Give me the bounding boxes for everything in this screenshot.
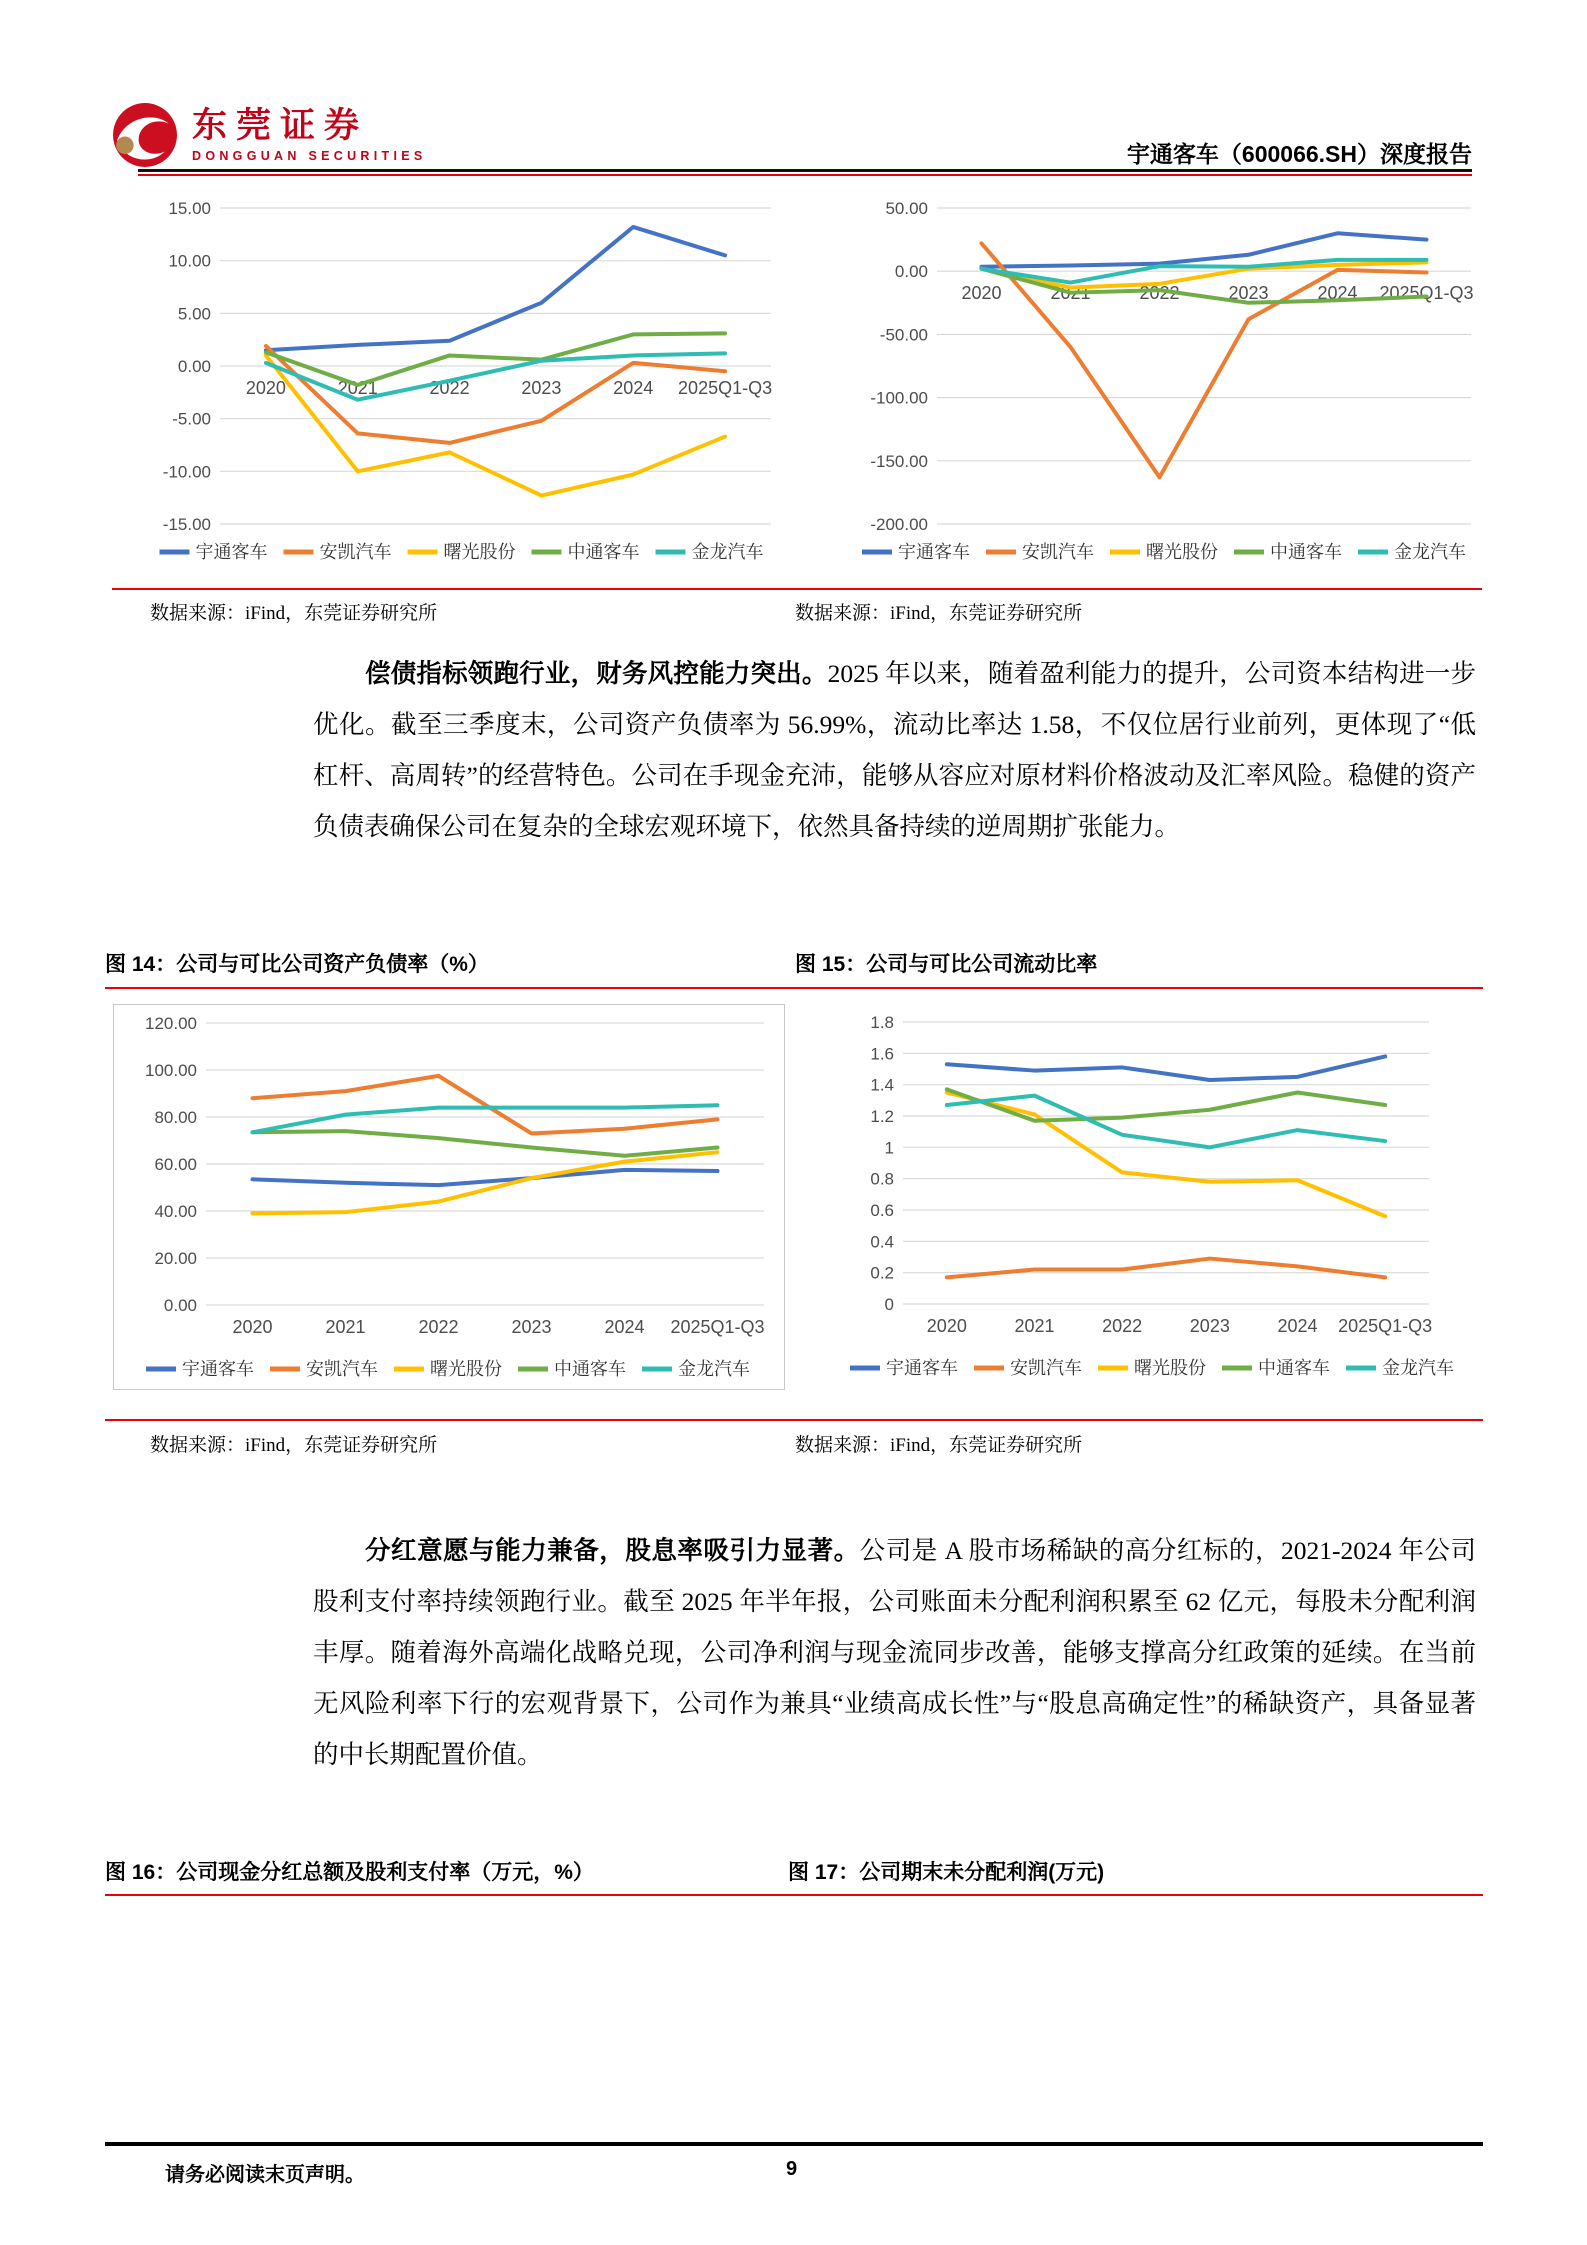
x-tick-label: 2023 [1189, 1316, 1230, 1336]
legend-label: 安凯汽车 [306, 1359, 378, 1379]
y-tick-label: 60.00 [154, 1155, 197, 1174]
legend-label: 安凯汽车 [1010, 1358, 1082, 1378]
y-tick-label: 0.4 [870, 1232, 894, 1252]
legend-label: 安凯汽车 [319, 542, 392, 562]
x-tick-label: 2022 [1102, 1316, 1143, 1336]
brand-name-cn: 东莞证券 [192, 106, 369, 145]
x-tick-label: 2024 [1317, 283, 1358, 304]
y-tick-label: 0.00 [163, 1296, 197, 1315]
paragraph-dividend [313, 1525, 1476, 1780]
series-line [253, 1170, 718, 1185]
figure14-title: 图 14：公司与可比公司资产负债率（%） [105, 953, 489, 976]
legend-label: 宇通客车 [898, 542, 970, 562]
x-tick-label: 2023 [521, 378, 562, 398]
paragraph-solvency-lead: 偿债指标领跑行业，财务风控能力突出。 [365, 659, 828, 688]
x-tick-label: 2024 [604, 1317, 645, 1337]
footer-disclaimer: 请务必阅读末页声明。 [165, 2164, 365, 2186]
legend-label: 中通客车 [1270, 542, 1342, 562]
legend-label: 中通客车 [554, 1359, 626, 1379]
x-tick-label: 2023 [1228, 283, 1269, 304]
x-tick-label: 2021 [337, 378, 378, 398]
x-tick-label: 2021 [1014, 1316, 1055, 1336]
y-tick-label: 0.6 [870, 1201, 894, 1220]
y-tick-label: -10.00 [162, 462, 211, 482]
y-tick-label: -50.00 [879, 325, 928, 345]
dongguan-securities-logo-icon [112, 102, 178, 168]
x-tick-label: 2020 [232, 1317, 273, 1337]
x-tick-label: 2025Q1-Q3 [1338, 1316, 1433, 1336]
y-tick-label: 5.00 [177, 304, 211, 324]
y-tick-label: 0.2 [870, 1263, 894, 1283]
source-note-left-2: 数据来源：iFind，东莞证券研究所 [150, 1435, 438, 1456]
y-tick-label: 100.00 [145, 1061, 197, 1080]
brand-name-en: DONGGUAN SECURITIES [192, 149, 427, 163]
x-tick-label: 2020 [926, 1316, 967, 1336]
x-tick-label: 2022 [418, 1317, 459, 1337]
y-tick-label: 0.8 [870, 1169, 894, 1189]
y-tick-label: 120.00 [145, 1014, 197, 1033]
legend-label: 中通客车 [567, 542, 640, 562]
source-note-left: 数据来源：iFind，东莞证券研究所 [150, 603, 438, 624]
paragraph-solvency [313, 648, 1476, 852]
series-line [266, 346, 725, 443]
debt-ratio-comparison-chart [113, 1004, 785, 1390]
legend-label: 中通客车 [1258, 1358, 1330, 1378]
legend-label: 宇通客车 [182, 1359, 254, 1379]
separator-redline-2 [105, 1419, 1483, 1421]
y-tick-label: 50.00 [885, 199, 928, 218]
x-tick-label: 2023 [511, 1317, 552, 1337]
y-tick-label: -15.00 [162, 515, 211, 534]
legend-label: 金龙汽车 [1394, 542, 1466, 562]
y-tick-label: 40.00 [154, 1202, 197, 1221]
net-margin-comparison-chart [140, 190, 785, 572]
brand-block [192, 108, 427, 163]
y-tick-label: 20.00 [154, 1249, 197, 1268]
y-tick-label: 1.6 [870, 1044, 894, 1064]
x-tick-label: 2021 [325, 1317, 366, 1337]
x-tick-label: 2020 [245, 378, 286, 398]
figure-title-redline-2 [105, 1894, 1483, 1896]
y-tick-label: -150.00 [870, 451, 928, 471]
legend-label: 宇通客车 [886, 1358, 958, 1378]
paragraph-dividend-body: 公司是 A 股市场稀缺的高分红标的，2021-2024 年公司股利支付率持续领跑行业。截至 2025 年半年报，公司账面未分配利润积累至 62 亿元，每股未分配利润丰厚。随着海外高端化战略兑现，公司净利润与现金流同步改善，能够支撑高分红政策的延续。在当前无风险利率下行的宏观背景下，公司作为兼具“业绩高成长性”与“股息高确定性”的稀缺资产，具备显著的中长期配置价值。 [313, 1536, 1476, 1769]
x-tick-label: 2022 [429, 378, 470, 398]
x-tick-label: 2025Q1-Q3 [1379, 283, 1474, 304]
x-tick-label: 2025Q1-Q3 [678, 378, 773, 398]
y-tick-label: -100.00 [870, 388, 928, 408]
footer-rule [105, 2142, 1483, 2146]
report-title: 宇通客车（600066.SH）深度报告 [1126, 141, 1472, 167]
series-line [266, 333, 725, 385]
figure15-title: 图 15：公司与可比公司流动比率 [795, 953, 1098, 976]
y-tick-label: -200.00 [870, 515, 928, 534]
series-line [947, 1259, 1385, 1278]
legend-label: 曙光股份 [443, 542, 516, 562]
paragraph-dividend-lead: 分红意愿与能力兼备，股息率吸引力显著。 [365, 1536, 860, 1565]
y-tick-label: 15.00 [168, 199, 211, 218]
x-tick-label: 2020 [961, 283, 1002, 304]
y-tick-label: 80.00 [154, 1108, 197, 1127]
x-tick-label: 2022 [1139, 283, 1180, 304]
y-tick-label: 1.4 [870, 1075, 894, 1095]
brand-logo-icon [112, 102, 178, 168]
source-note-right-2: 数据来源：iFind，东莞证券研究所 [795, 1435, 1083, 1456]
legend-label: 宇通客车 [195, 542, 268, 562]
legend-label: 金龙汽车 [691, 542, 764, 562]
source-note-right: 数据来源：iFind，东莞证券研究所 [795, 603, 1083, 624]
legend-label: 安凯汽车 [1022, 542, 1094, 562]
legend-label: 曙光股份 [1146, 542, 1218, 562]
series-line [253, 1076, 718, 1134]
page-number: 9 [786, 2158, 798, 2180]
series-line [253, 1131, 718, 1156]
figure-title-redline [105, 987, 1483, 989]
legend-label: 曙光股份 [1134, 1358, 1206, 1378]
separator-redline [112, 588, 1482, 590]
figure17-title: 图 17：公司期末未分配利润(万元) [788, 1861, 1105, 1884]
y-tick-label: 1 [884, 1138, 894, 1158]
x-tick-label: 2024 [1277, 1316, 1318, 1336]
figure16-title: 图 16：公司现金分红总额及股利支付率（万元，%） [105, 1861, 594, 1884]
series-line [982, 269, 1427, 303]
paragraph-solvency-body: 2025 年以来，随着盈利能力的提升，公司资本结构进一步优化。截至三季度末，公司资产负债率为 56.99%，流动比率达 1.58，不仅位居行业前列，更体现了“低杠杆、高周转”的经营特色。公司在手现金充沛，能够从容应对原材料价格波动及汇率风险。稳健的资产负债表确保公司在复杂的全球宏观环境下，依然具备持续的逆周期扩张能力。 [313, 659, 1476, 841]
x-tick-label: 2021 [1050, 283, 1091, 304]
legend-label: 曙光股份 [430, 1359, 502, 1379]
y-tick-label: 0 [884, 1295, 894, 1314]
y-tick-label: 1.2 [870, 1107, 894, 1126]
y-tick-label: 0.00 [177, 357, 211, 376]
series-line [947, 1056, 1385, 1080]
current-ratio-comparison-chart [845, 1004, 1461, 1388]
y-tick-label: -5.00 [172, 409, 211, 429]
roe-comparison-chart [845, 190, 1485, 572]
series-line [947, 1096, 1385, 1148]
y-tick-label: 0.00 [894, 262, 928, 282]
legend-label: 金龙汽车 [1382, 1358, 1454, 1378]
legend-label: 金龙汽车 [678, 1359, 750, 1379]
y-tick-label: 10.00 [168, 251, 211, 271]
header-rule [138, 169, 1472, 176]
y-tick-label: 1.8 [870, 1013, 894, 1032]
series-line [266, 227, 725, 350]
x-tick-label: 2024 [613, 378, 654, 398]
x-tick-label: 2025Q1-Q3 [670, 1317, 765, 1337]
